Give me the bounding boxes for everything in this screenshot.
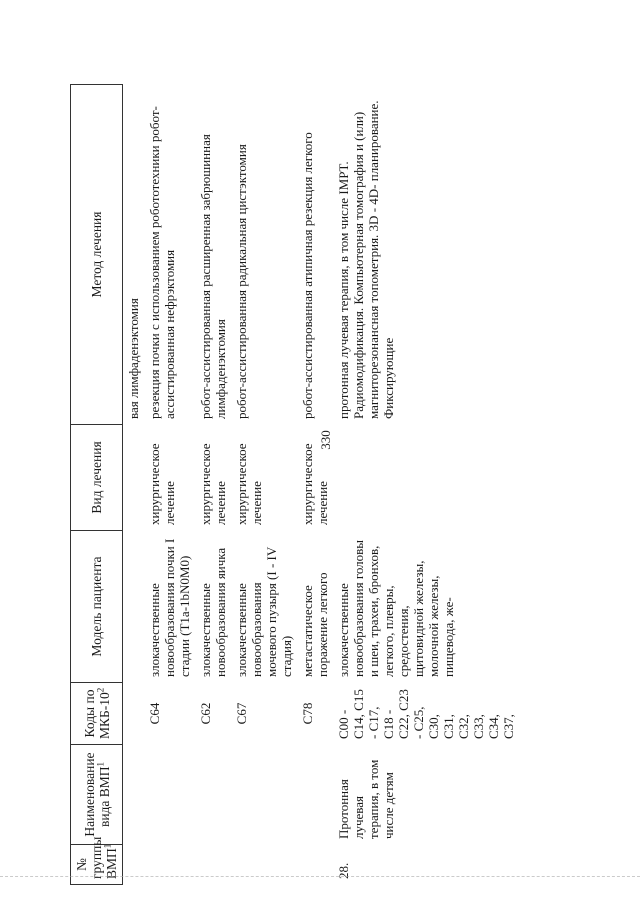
- cell-metod: робот-ассистированная атипичная резекция легкого: [300, 132, 315, 419]
- cell-codes: [123, 683, 145, 745]
- vmp-table: [70, 84, 519, 885]
- cell-model: злокачественные новообразования головы и шеи, трахеи, бронхов, легкого, плевры, средостения, щитовидной железы, молочной железы, пищевода, же-: [336, 539, 456, 677]
- cell-vid: [333, 425, 519, 531]
- cell-codes: C64: [147, 702, 162, 725]
- cell-metod: резекция почки с использованием робототехники робот-ассистированная нефрэктомия: [147, 106, 177, 419]
- cell-name: [195, 745, 231, 845]
- cell-num: [195, 845, 231, 885]
- cell-vid: хирургическое лечение: [198, 443, 228, 525]
- table-header-row: [71, 85, 123, 885]
- cell-model: злокачественные новообразования почки I стадии (T1a-1bN0M0): [147, 538, 192, 677]
- cell-name: [297, 745, 333, 845]
- page-bottom-rule: [0, 876, 640, 877]
- table-row: [144, 85, 195, 885]
- cell-metod: вая лимфаденэктомия: [126, 298, 141, 419]
- header-model: Модель пациента: [71, 531, 123, 683]
- cell-metod: робот-ассистированная радикальная цистэктомия: [234, 144, 249, 419]
- cell-num: [144, 845, 195, 885]
- rotated-table-wrapper: [70, 85, 516, 885]
- cell-num: [123, 845, 145, 885]
- cell-codes: C00 - C14, C15 - C17, C18 - C22, C23 - C25, C30, C31, C32, C33, C34, C37,: [336, 689, 516, 739]
- table-row: [231, 85, 297, 885]
- cell-num: 28.: [336, 862, 351, 879]
- cell-model: метастатическое поражение легкого: [300, 572, 330, 677]
- page-number: 330: [318, 430, 333, 450]
- cell-model: злокачественные новообразования яичка: [198, 547, 228, 677]
- cell-vid: хирургическое лечение: [147, 443, 177, 525]
- cell-codes: C62: [198, 702, 213, 725]
- cell-vid: хирургическое лечение: [300, 443, 330, 525]
- cell-num: [297, 845, 333, 885]
- cell-name: [144, 745, 195, 845]
- cell-codes: C67: [234, 702, 249, 725]
- cell-model: [123, 531, 145, 683]
- header-num: № группы ВМП$^1$: [71, 845, 123, 885]
- cell-name: [231, 745, 297, 845]
- table-row: [123, 85, 145, 885]
- cell-name: Протонная лучевая терапия, в том числе детям: [336, 759, 396, 839]
- cell-metod: протонная лучевая терапия, в том числе IMPT. Радиомодификация. Компьютерная томография и (или) магниторезонансная топометрия. 3D - 4D- планирование. Фиксирующие: [336, 100, 396, 419]
- header-codes: Коды по МКБ-$10^2$: [71, 683, 123, 745]
- header-vid: Вид лечения: [71, 425, 123, 531]
- header-name: Наименование вида ВМП$^1$: [71, 745, 123, 845]
- cell-codes: C78: [300, 702, 315, 725]
- table-row: [195, 85, 231, 885]
- header-metod: Метод лечения: [71, 85, 123, 425]
- cell-metod: робот-ассистированная расширенная забрюшинная лимфаденэктомия: [198, 134, 228, 419]
- cell-model: злокачественные новообразования мочевого пузыря (I - IV стадия): [234, 546, 294, 677]
- table-row: [333, 85, 519, 885]
- cell-vid: хирургическое лечение: [234, 443, 264, 525]
- cell-num: [231, 845, 297, 885]
- cell-name: [123, 745, 145, 845]
- cell-vid: [123, 425, 145, 531]
- table-row: [297, 85, 333, 885]
